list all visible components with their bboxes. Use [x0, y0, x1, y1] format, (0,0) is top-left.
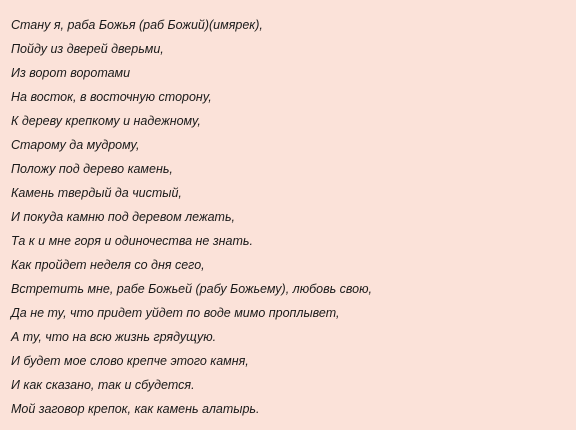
- poem-line: Встретить мне, рабе Божьей (рабу Божьему), любовь свою,: [11, 282, 372, 296]
- poem-line: На восток, в восточную сторону,: [11, 90, 212, 104]
- poem-text: [11, 13, 576, 421]
- poem-line: Да не ту, что придет уйдет по воде мимо проплывет,: [11, 306, 340, 320]
- poem-line: Стану я, раба Божья (раб Божий)(имярек),: [11, 18, 263, 32]
- poem-line: И как сказано, так и сбудется.: [11, 378, 195, 392]
- poem-line: Камень твердый да чистый,: [11, 186, 182, 200]
- poem-line: Положу под дерево камень,: [11, 162, 173, 176]
- poem-line: Из ворот воротами: [11, 66, 131, 80]
- poem-line: И будет мое слово крепче этого камня,: [11, 354, 249, 368]
- poem-line: И покуда камню под деревом лежать,: [11, 210, 235, 224]
- poem-line: Старому да мудрому,: [11, 138, 140, 152]
- poem-line: Как пройдет неделя со дня сего,: [11, 258, 205, 272]
- poem-line: А ту, что на всю жизнь грядущую.: [11, 330, 217, 344]
- poem-line: Та к и мне горя и одиночества не знать.: [11, 234, 253, 248]
- poem-line: К дереву крепкому и надежному,: [11, 114, 201, 128]
- poem-line: Мой заговор крепок, как камень алатырь.: [11, 402, 260, 416]
- poem-line: Пойду из дверей дверьми,: [11, 42, 164, 56]
